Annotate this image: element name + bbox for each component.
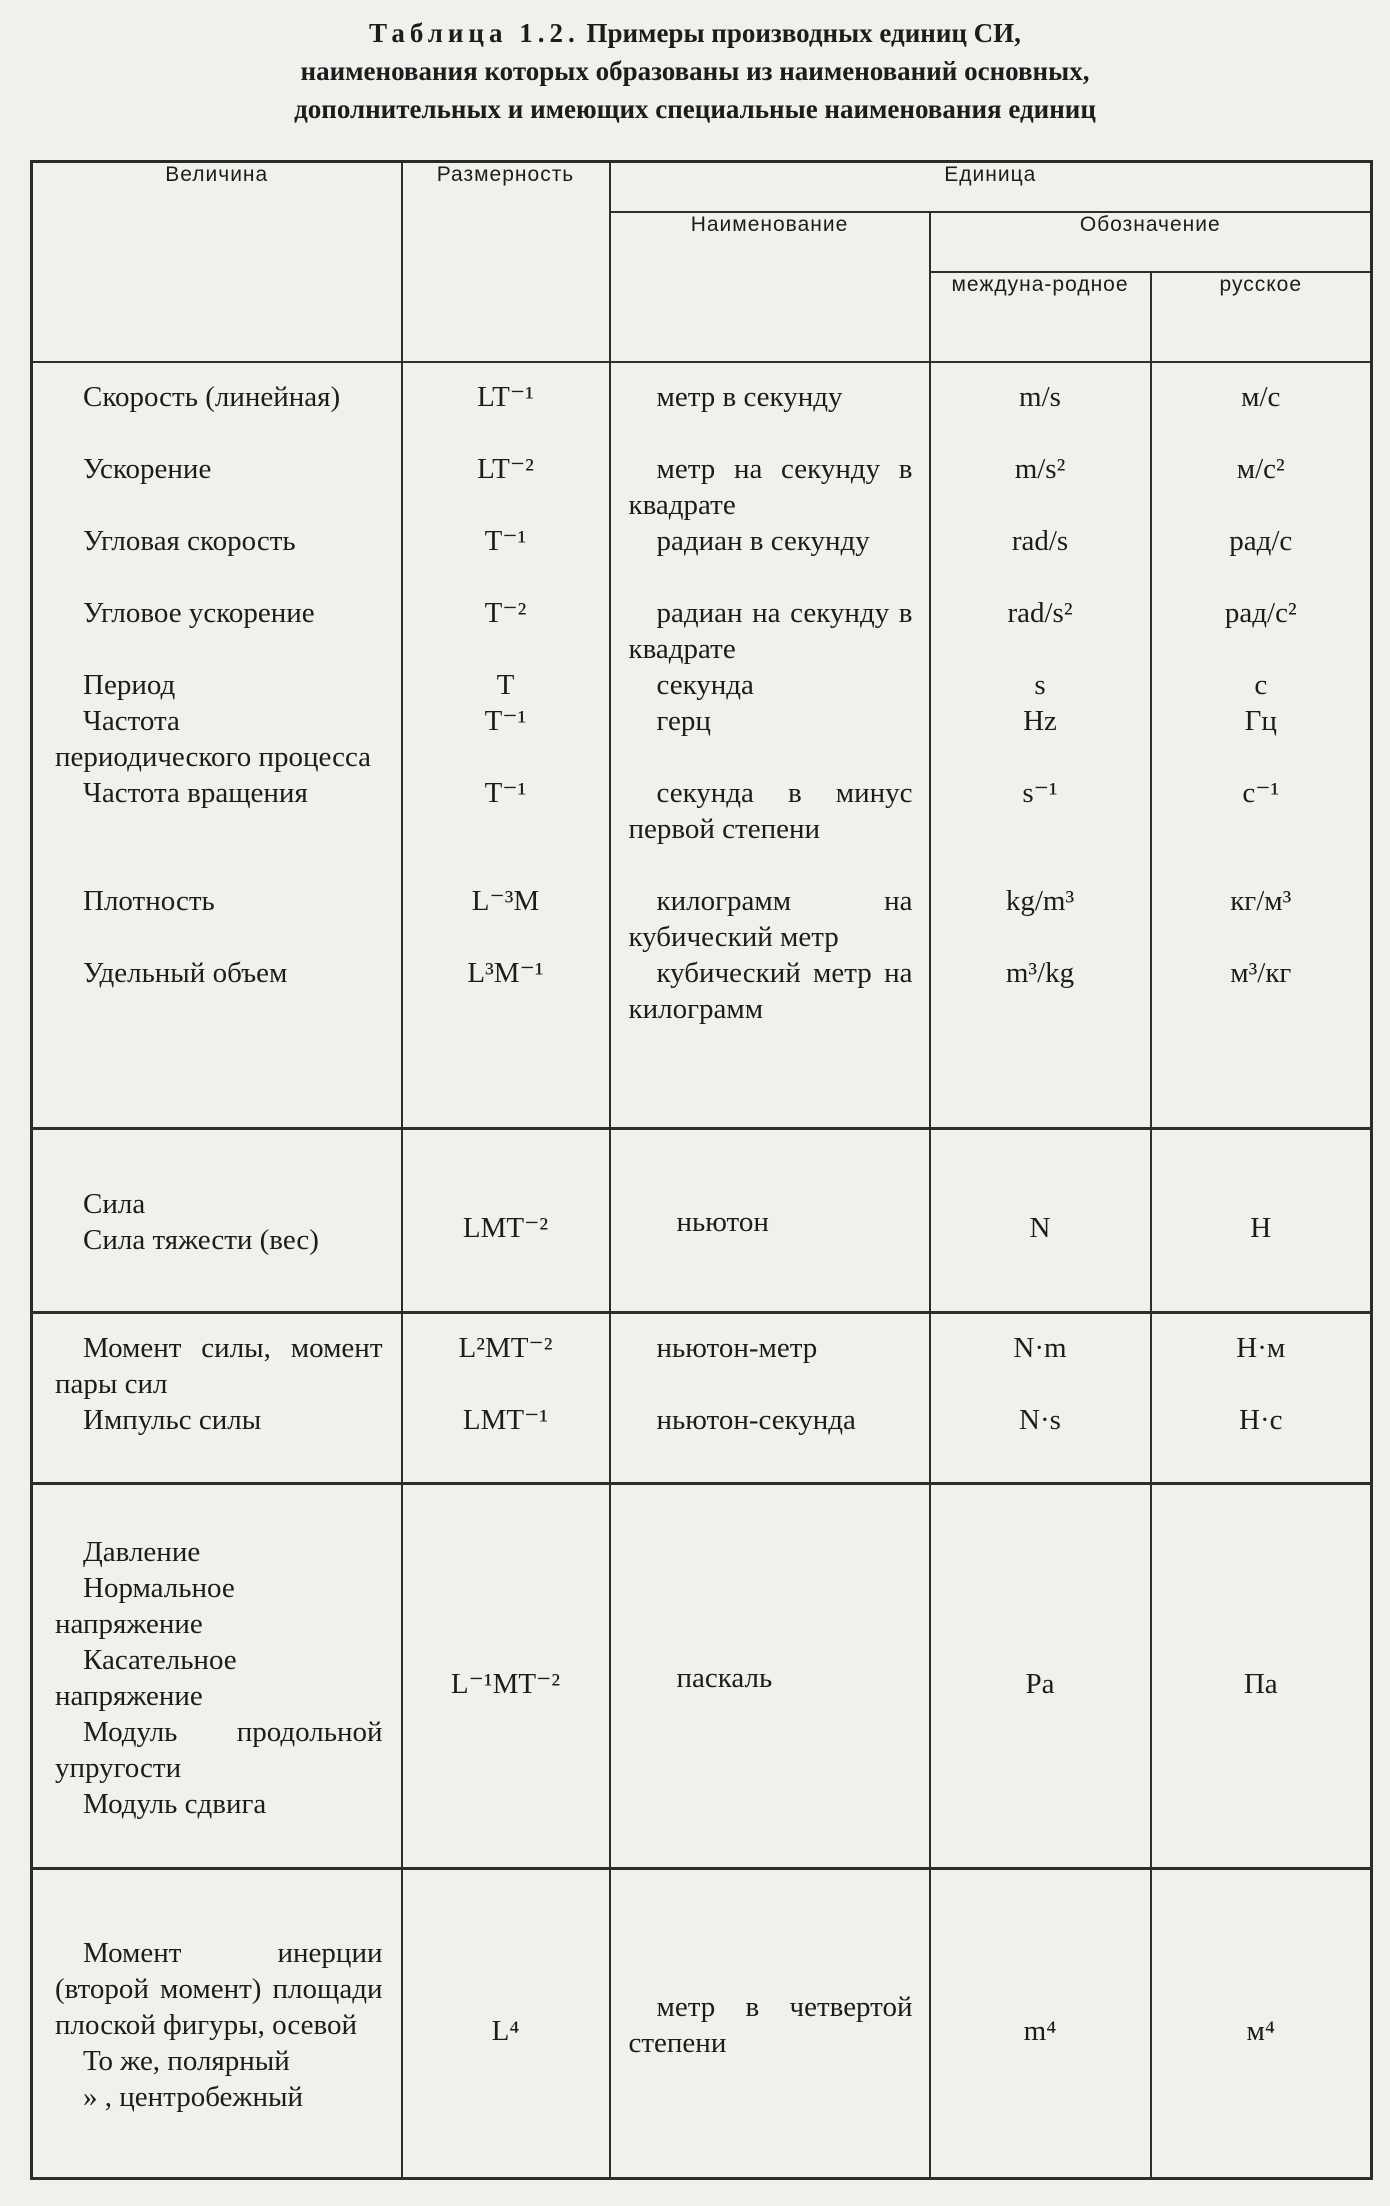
rus-symbol: рад/с² (1224, 596, 1297, 629)
caption-line-3: дополнительных и имеющих специальные наименования единиц (294, 94, 1096, 124)
rus-symbol-cell (1151, 1312, 1372, 1484)
dimension-value: L⁻¹MT⁻² (402, 1484, 610, 1868)
header-international: междуна-родное (930, 272, 1151, 362)
quantity-entry: Давление (83, 1536, 201, 1569)
rus-symbol: с⁻¹ (1242, 776, 1280, 809)
quantity-entry: Сила тяжести (вес) (83, 1224, 319, 1257)
dimension-value: T⁻¹ (484, 776, 527, 809)
derived-units-table (30, 160, 1373, 2180)
unit-name-cell (610, 362, 930, 1129)
intl-symbol: Pa (930, 1484, 1151, 1868)
unit-name: радиан на секунду в квадрате (628, 596, 913, 665)
quantity-entry: Сила (83, 1188, 146, 1221)
intl-symbol-cell (930, 1312, 1151, 1484)
unit-name: кубический метр на килограмм (628, 956, 913, 1025)
rus-symbol: м/с² (1236, 452, 1285, 485)
caption-label: Таблица 1.2. (369, 18, 580, 48)
intl-symbol: N·m (1013, 1331, 1067, 1364)
intl-symbol: N (930, 1128, 1151, 1312)
header-dimension: Размерность (402, 162, 610, 362)
rus-symbol: с (1254, 668, 1268, 701)
caption-line-1: Примеры производных единиц СИ, (586, 18, 1021, 48)
quantity-entry: Ускорение (83, 452, 212, 485)
group-pressure (32, 1484, 1372, 1868)
dimension-value: LT⁻¹ (477, 380, 534, 413)
quantity-entry: Импульс силы (83, 1403, 262, 1436)
group-kinematics (32, 362, 1372, 1129)
rus-symbol: Гц (1244, 704, 1277, 737)
intl-symbol: rad/s (1011, 524, 1069, 557)
dimension-cell (402, 1312, 610, 1484)
quantity-entry: Скорость (линейная) (83, 380, 341, 413)
unit-name: килограмм на кубический метр (628, 884, 913, 953)
quantity-entry: Угловое ускорение (83, 596, 315, 629)
unit-name: секунда (656, 668, 754, 701)
quantity-entry: Период (83, 668, 176, 701)
table-caption (0, 14, 1390, 128)
quantity-entry: Модуль продольной упругости (55, 1716, 383, 1785)
group-moment (32, 1312, 1372, 1484)
intl-symbol: m³/kg (1005, 956, 1075, 989)
quantity-entry: Момент силы, момент пары сил (55, 1331, 383, 1400)
intl-symbol-cell (930, 362, 1151, 1129)
unit-name: радиан в секунду (656, 524, 870, 557)
dimension-value: L⁻³M (471, 884, 540, 917)
rus-symbol: Н (1151, 1128, 1372, 1312)
rus-symbol: кг/м³ (1230, 884, 1292, 917)
unit-name: ньютон-секунда (656, 1403, 856, 1436)
intl-symbol: m/s (1019, 380, 1061, 413)
intl-symbol: s (1034, 668, 1046, 701)
dimension-value: L²MT⁻² (458, 1331, 553, 1364)
quantity-cell (32, 1312, 402, 1484)
rus-symbol-cell (1151, 362, 1372, 1129)
intl-symbol: m⁴ (930, 1868, 1151, 2178)
quantity-cell (32, 1128, 402, 1312)
unit-name: секунда в минус первой степени (628, 776, 913, 845)
quantity-cell (32, 1868, 402, 2178)
unit-name: паскаль (610, 1484, 930, 1868)
header-russian: русское (1151, 272, 1372, 362)
intl-symbol: Hz (1023, 704, 1057, 737)
quantity-entry: Плотность (83, 884, 215, 917)
intl-symbol: N·s (1019, 1403, 1061, 1436)
header-quantity: Величина (32, 162, 402, 362)
quantity-entry: » , центробежный (83, 2081, 303, 2114)
unit-name: метр в четвертой степени (610, 1868, 930, 2178)
rus-symbol: рад/с (1229, 524, 1293, 557)
rus-symbol: м³/кг (1230, 956, 1292, 989)
dimension-value: T⁻¹ (484, 704, 527, 737)
quantity-cell (32, 362, 402, 1129)
intl-symbol: s⁻¹ (1022, 776, 1058, 809)
intl-symbol: m/s² (1014, 452, 1066, 485)
caption-line-2: наименования которых образованы из наименований основных, (300, 56, 1090, 86)
group-inertia (32, 1868, 1372, 2178)
dimension-value: LMT⁻² (402, 1128, 610, 1312)
header-unit: Единица (610, 162, 1372, 212)
unit-name: герц (656, 704, 711, 737)
rus-symbol: Н·с (1239, 1403, 1283, 1436)
intl-symbol: kg/m³ (1005, 884, 1075, 917)
quantity-entry: Нормальное напряжение (55, 1572, 235, 1641)
dimension-value: T⁻² (484, 596, 527, 629)
unit-name: ньютон (610, 1128, 930, 1312)
dimension-value: LMT⁻¹ (462, 1403, 549, 1436)
rus-symbol: Па (1151, 1484, 1372, 1868)
quantity-entry: Момент инерции (второй момент) площади плоской фигуры, осевой (55, 1937, 383, 2042)
dimension-value: T⁻¹ (484, 524, 527, 557)
quantity-entry: То же, полярный (83, 2045, 290, 2078)
quantity-entry: Касательное напряжение (55, 1644, 237, 1713)
unit-name: ньютон-метр (656, 1331, 818, 1364)
quantity-cell (32, 1484, 402, 1868)
quantity-entry: Модуль сдвига (83, 1788, 267, 1821)
dimension-value: L⁴ (402, 1868, 610, 2178)
group-force (32, 1128, 1372, 1312)
dimension-cell (402, 362, 610, 1129)
dimension-value: LT⁻² (477, 452, 534, 485)
header-symbol: Обозначение (930, 212, 1372, 272)
dimension-value: L³M⁻¹ (467, 956, 544, 989)
quantity-entry: Частота периодического процесса (55, 704, 372, 773)
unit-name: метр на секунду в квадрате (628, 452, 913, 521)
intl-symbol: rad/s² (1007, 596, 1073, 629)
header-unit-name: Наименование (610, 212, 930, 362)
unit-name-cell (610, 1312, 930, 1484)
unit-name: метр в секунду (656, 380, 843, 413)
quantity-entry: Удельный объем (83, 956, 288, 989)
rus-symbol: м/с (1241, 380, 1281, 413)
quantity-entry: Частота вращения (83, 776, 308, 809)
rus-symbol: Н·м (1236, 1331, 1286, 1364)
quantity-entry: Угловая скорость (83, 524, 296, 557)
rus-symbol: м⁴ (1151, 1868, 1372, 2178)
dimension-value: T (496, 668, 515, 701)
